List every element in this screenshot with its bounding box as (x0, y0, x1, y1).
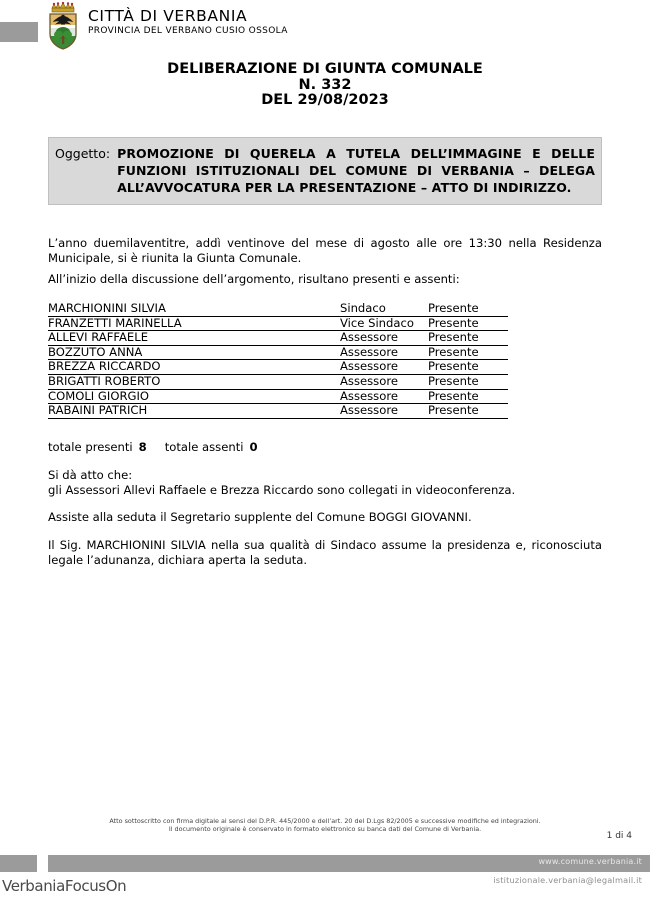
document-title (0, 62, 650, 109)
table-row (48, 331, 508, 346)
table-row (48, 316, 508, 331)
city-name: CITTÀ DI VERBANIA (88, 7, 248, 25)
attendee-state: Presente (428, 404, 508, 419)
footer-left-gray-bar (0, 855, 37, 872)
attendee-state: Presente (428, 331, 508, 346)
page-number: 1 di 4 (606, 831, 632, 841)
si-da-atto-line-1: Si dà atto che: (48, 468, 133, 482)
attendance-table (48, 302, 508, 419)
attendee-role: Sindaco (340, 302, 428, 316)
totals-row (48, 440, 262, 454)
oggetto-text: PROMOZIONE DI QUERELA A TUTELA DELL’IMMAGINE E DELLE FUNZIONI ISTITUZIONALI DEL COMUNE DI VERBANIA – DELEGA ALL’AVVOCATURA PER LA PRESENTAZIONE – ATTO DI INDIRIZZO. (117, 146, 595, 195)
totale-assenti-count: 0 (249, 440, 258, 454)
attendee-state: Presente (428, 389, 508, 404)
paragraph-anno: L’anno duemilaventitre, addì ventinove del mese di agosto alle ore 13:30 nella Residenza Municipale, si è riunita la Giunta Comunale. (48, 236, 602, 265)
table-row (48, 302, 508, 316)
header-left-gray-bar (0, 22, 38, 42)
attendee-role: Assessore (340, 345, 428, 360)
attendee-name: FRANZETTI MARINELLA (48, 316, 340, 331)
site-url[interactable]: www.comune.verbania.it (538, 857, 642, 866)
totale-assenti-label: totale assenti (164, 440, 244, 454)
footer-note-line-2: Il documento originale è conservato in formato elettronico su banca dati del Comune di Verbania. (168, 825, 482, 834)
pec-email[interactable]: istituzionale.verbania@legalmail.it (493, 875, 642, 885)
attendee-state: Presente (428, 360, 508, 375)
table-row (48, 404, 508, 419)
attendee-name: BRIGATTI ROBERTO (48, 374, 340, 389)
oggetto-label: Oggetto: (55, 146, 111, 161)
si-da-atto-line-2: gli Assessori Allevi Raffaele e Brezza Riccardo sono collegati in videoconferenza. (48, 483, 516, 497)
attendee-role: Vice Sindaco (340, 316, 428, 331)
verbania-coat-of-arms-icon (45, 2, 81, 50)
totale-presenti-label: totale presenti (48, 440, 133, 454)
page-header (0, 0, 650, 52)
attendee-name: COMOLI GIORGIO (48, 389, 340, 404)
document-title-line-2: N. 332 (298, 76, 352, 93)
table-row (48, 389, 508, 404)
paragraph-inizio-discussione: All’inizio della discussione dell’argomento, risultano presenti e assenti: (48, 272, 460, 286)
oggetto-box (48, 137, 602, 205)
attendee-role: Assessore (340, 404, 428, 419)
document-title-line-1: DELIBERAZIONE DI GIUNTA COMUNALE (167, 61, 483, 77)
attendee-role: Assessore (340, 374, 428, 389)
watermark-verbaniafocuson: VerbaniaFocusOn (2, 877, 127, 895)
table-row (48, 360, 508, 375)
paragraph-presidenza: Il Sig. MARCHIONINI SILVIA nella sua qualità di Sindaco assume la presidenza e, riconosciuta legale l’adunanza, dichiara aperta la seduta. (48, 538, 602, 567)
attendee-name: RABAINI PATRICH (48, 404, 340, 419)
attendee-role: Assessore (340, 360, 428, 375)
attendance-table-body (48, 302, 508, 418)
attendee-name: MARCHIONINI SILVIA (48, 302, 340, 316)
document-title-line-3: DEL 29/08/2023 (261, 92, 389, 108)
paragraph-si-da-atto (48, 468, 602, 498)
totale-presenti-count: 8 (138, 440, 147, 454)
attendee-name: BOZZUTO ANNA (48, 345, 340, 360)
province-name: PROVINCIA DEL VERBANO CUSIO OSSOLA (88, 26, 288, 36)
attendee-name: ALLEVI RAFFAELE (48, 331, 340, 346)
attendee-state: Presente (428, 302, 508, 316)
table-row (48, 374, 508, 389)
attendee-role: Assessore (340, 389, 428, 404)
attendee-state: Presente (428, 345, 508, 360)
attendee-state: Presente (428, 316, 508, 331)
table-row (48, 345, 508, 360)
footer-note-line-1: Atto sottoscritto con firma digitale ai sensi del D.P.R. 445/2000 e dell’art. 20 del D.Lgs 82/2005 e successive modifiche ed integrazioni. (109, 817, 541, 825)
attendee-role: Assessore (340, 331, 428, 346)
attendee-state: Presente (428, 374, 508, 389)
paragraph-assiste-segretario: Assiste alla seduta il Segretario supplente del Comune BOGGI GIOVANNI. (48, 510, 472, 524)
attendee-name: BREZZA RICCARDO (48, 360, 340, 375)
header-titles (88, 8, 288, 37)
